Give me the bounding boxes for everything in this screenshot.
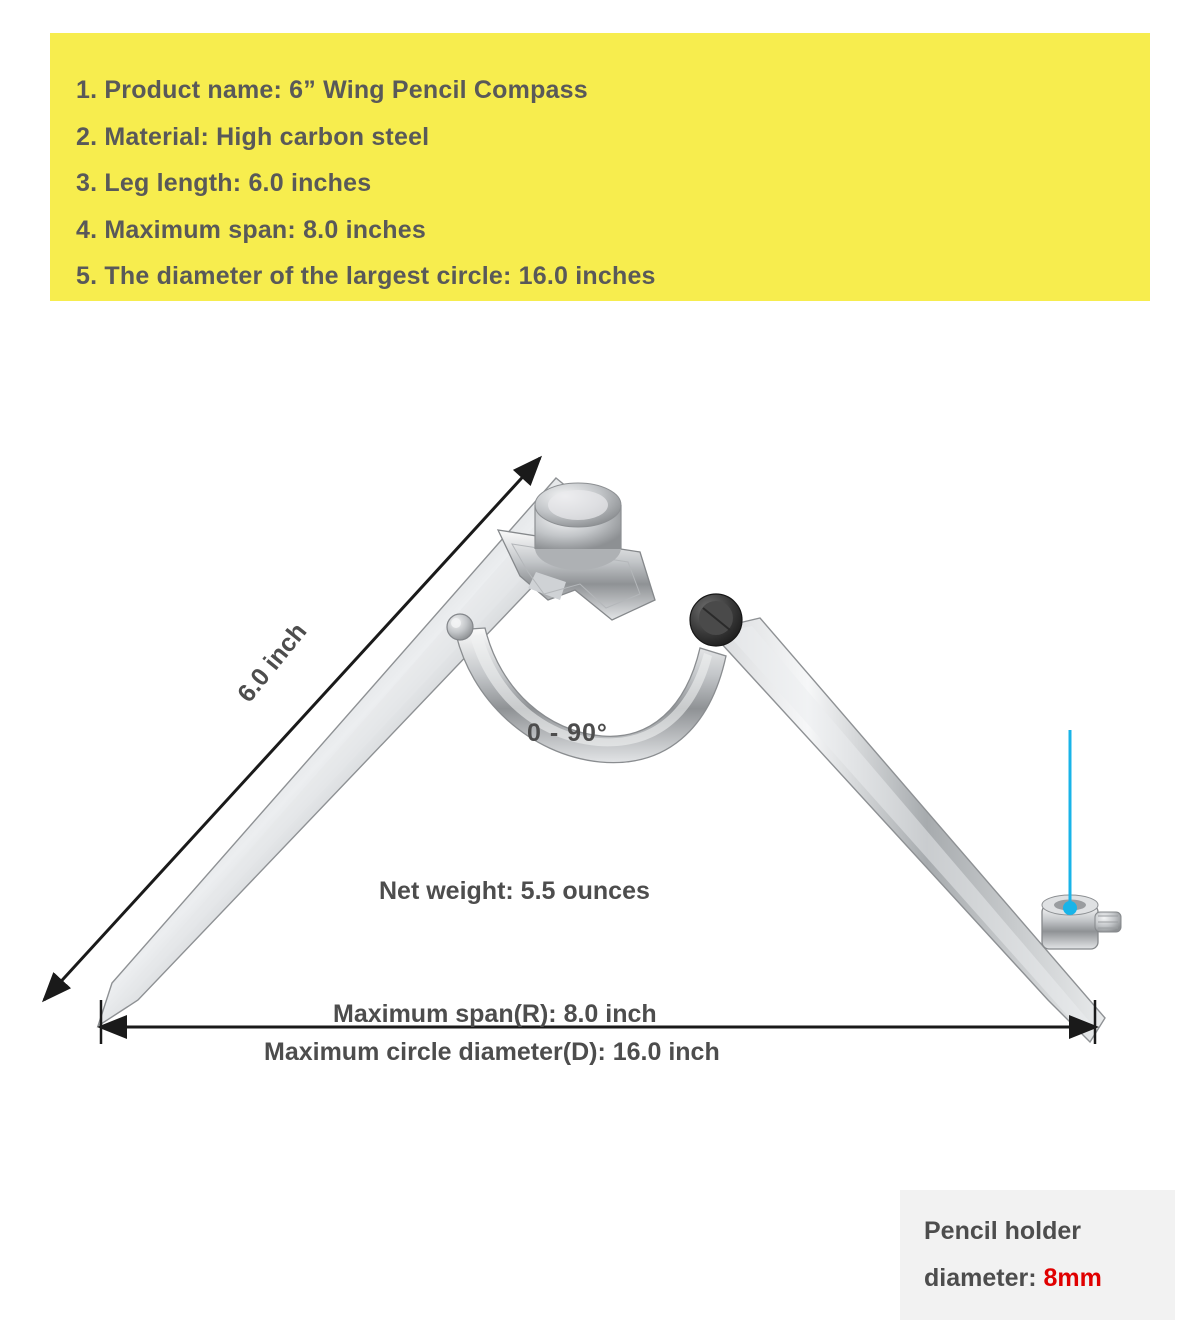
label-leg-length: 6.0 inch [232, 617, 313, 708]
pencil-holder-pointer [1063, 730, 1077, 915]
lock-knob [690, 594, 742, 646]
pivot-rivet [447, 614, 473, 640]
spec-line-leg-length: 3. Leg length: 6.0 inches [76, 169, 372, 197]
label-angle-range: 0 - 90° [527, 719, 608, 747]
compass-diagram [0, 300, 1200, 1292]
pencil-callout-line2 [924, 1255, 1175, 1302]
label-maximum-circle-diameter: Maximum circle diameter(D): 16.0 inch [264, 1038, 720, 1066]
label-maximum-span: Maximum span(R): 8.0 inch [333, 1000, 657, 1028]
label-net-weight: Net weight: 5.5 ounces [379, 877, 650, 905]
top-thumb-screw [535, 483, 621, 570]
spec-line-product-name: 1. Product name: 6” Wing Pencil Compass [76, 76, 588, 104]
pencil-callout-prefix: diameter: [924, 1264, 1044, 1292]
spec-line-maximum-span: 4. Maximum span: 8.0 inches [76, 215, 426, 244]
pencil-holder [1042, 895, 1121, 949]
pencil-holder-callout [900, 1190, 1175, 1320]
right-leg [709, 618, 1105, 1042]
pencil-callout-line1: Pencil holder [924, 1217, 1081, 1245]
pencil-callout-value: 8mm [1043, 1264, 1102, 1292]
product-spec-box [50, 33, 1150, 301]
dimension-leg-length-line [44, 458, 540, 1000]
spec-line-largest-circle-diameter: 5. The diameter of the largest circle: 16.0 inches [76, 262, 656, 290]
spec-line-material: 2. Material: High carbon steel [76, 122, 430, 151]
